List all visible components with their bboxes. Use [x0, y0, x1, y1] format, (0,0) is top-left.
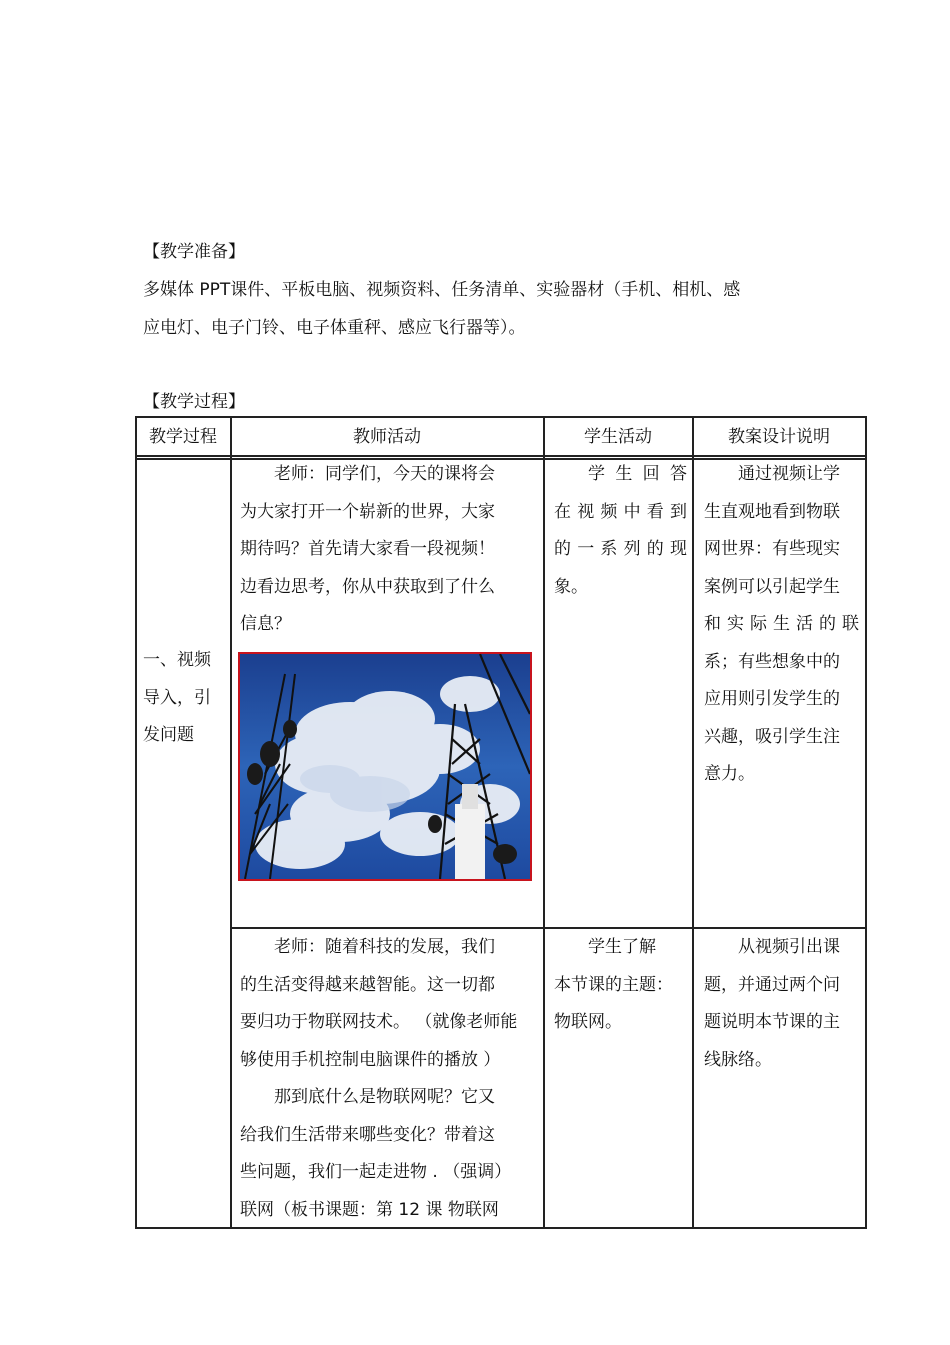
row1-design-notes: 通过视频让学 生直观地看到物联 网世界：有些现实 案例可以引起学生 和 实 际 生 活 的 联 系；有些想象中的 应用则引发学生的 兴趣，吸引学生注 意力。	[704, 464, 859, 784]
row1-teacher-activity: 老师：同学们，今天的课将会 为大家打开一个崭新的世界，大家 期待吗？首先请大家看一段视频！ 边看边思考，你从中获取到了什么 信息？	[240, 464, 495, 634]
preparation-text-line-2: 应电灯、电子门铃、电子体重秤、感应飞行器等）。	[143, 318, 526, 338]
stage-1-label: 一、视频 导入，引 发问题	[143, 650, 211, 745]
telecom-towers-sky-icon	[240, 654, 530, 879]
header-student-activity: 学生活动	[584, 427, 652, 447]
process-heading: 【教学过程】	[143, 392, 245, 412]
header-stage: 教学过程	[149, 427, 217, 447]
row2-teacher-activity: 老师：随着科技的发展，我们 的生活变得越来越智能。这一切都 要归功于物联网技术。 （就像老师能 够使用手机控制电脑课件的播放 ） 那到底什么是物联网呢？它又 给我们生活带来哪些变化？带着这 些问题，我们一起走进物 . （强调） 联网（板书课题：第 12 课 物联网	[240, 937, 518, 1220]
video-frame-image	[238, 652, 532, 881]
row2-student-activity: 学生了解 本节课的主题： 物联网。	[554, 937, 673, 1032]
row1-student-activity: 学 生 回 答 在 视 频 中 看 到 的 一 系 列 的 现 象。	[554, 464, 687, 597]
header-design-notes: 教案设计说明	[728, 427, 830, 447]
preparation-heading: 【教学准备】	[143, 242, 245, 262]
row2-design-notes: 从视频引出课 题，并通过两个问 题说明本节课的主 线脉络。	[704, 937, 840, 1070]
header-teacher-activity: 教师活动	[353, 427, 421, 447]
preparation-text-line-1: 多媒体 PPT课件、平板电脑、视频资料、任务清单、实验器材（手机、相机、感	[143, 280, 741, 300]
